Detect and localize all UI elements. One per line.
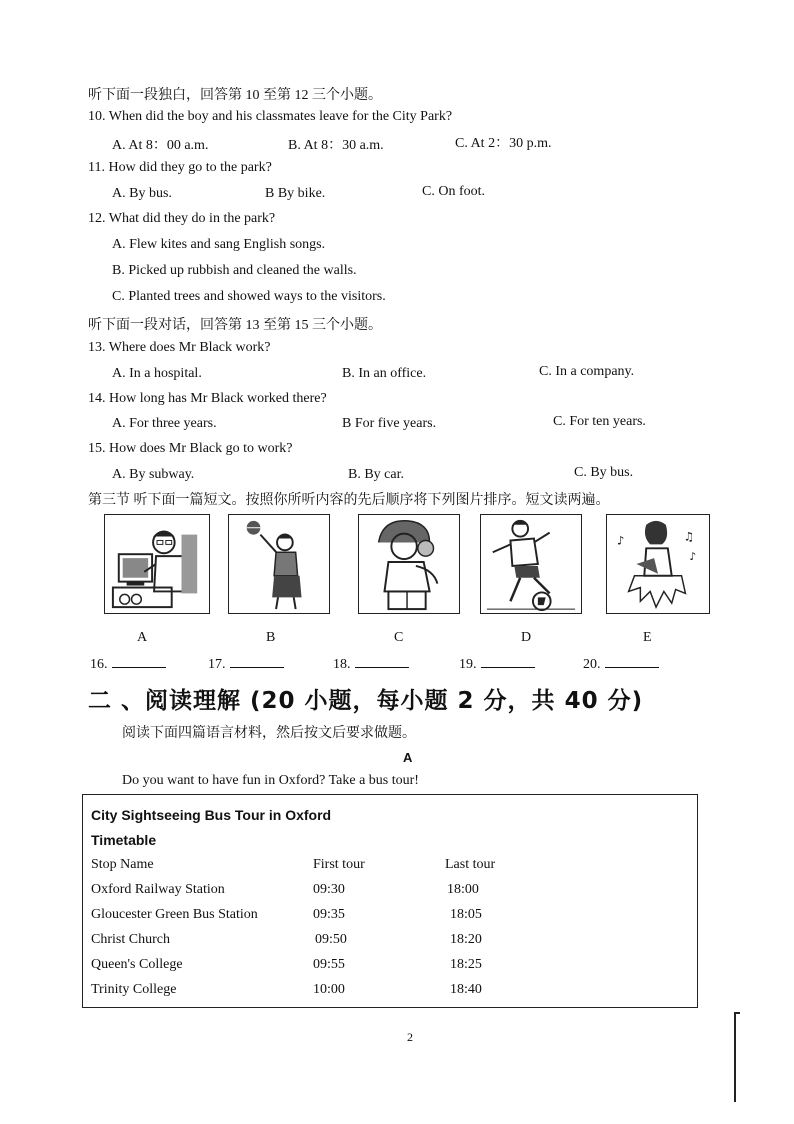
- svg-text:♪: ♪: [616, 533, 625, 548]
- basketball-player-illustration: [229, 515, 329, 613]
- stop-name: Oxford Railway Station: [91, 882, 225, 897]
- q14-option-c: C. For ten years.: [553, 414, 646, 429]
- answer-blank-18: [333, 655, 409, 673]
- blank-number: 20.: [583, 657, 601, 672]
- q12-option-a: A. Flew kites and sang English songs.: [112, 237, 326, 252]
- office-worker-illustration: [105, 515, 209, 613]
- picture-label-d: D: [521, 630, 532, 645]
- q14-option-b: B For five years.: [342, 416, 437, 431]
- first-tour-time: 09:35: [313, 907, 345, 922]
- answer-blank-16: [90, 655, 166, 673]
- question-15: 15. How does Mr Black go to work?: [88, 441, 293, 456]
- last-tour-time: 18:25: [450, 957, 482, 972]
- part-2-instruction: 阅读下面四篇语言材料，然后按文后要求做题。: [122, 726, 416, 741]
- blank-line: [112, 655, 166, 668]
- blank-line: [230, 655, 284, 668]
- listening-intro-10-12: 听下面一段独白，回答第 10 至第 12 三个小题。: [88, 88, 382, 103]
- stop-name: Trinity College: [91, 982, 177, 997]
- blank-number: 16.: [90, 657, 108, 672]
- question-11: 11. How did they go to the park?: [88, 160, 272, 175]
- picture-a-office-worker: [104, 514, 210, 614]
- page-number: 2: [407, 1030, 413, 1044]
- stop-name: Queen's College: [91, 957, 183, 972]
- section-3-instruction: 第三节 听下面一篇短文。按照你所听内容的先后顺序将下列图片排序。短文读两遍。: [88, 493, 610, 508]
- q12-option-c: C. Planted trees and showed ways to the visitors.: [112, 289, 386, 304]
- picture-label-a: A: [137, 630, 148, 645]
- blank-line: [355, 655, 409, 668]
- picture-b-basketball: [228, 514, 330, 614]
- q11-option-a: A. By bus.: [112, 186, 172, 201]
- header-first-tour: First tour: [313, 857, 365, 872]
- q13-option-c: C. In a company.: [539, 364, 635, 379]
- q12-option-b: B. Picked up rubbish and cleaned the walls.: [112, 263, 357, 278]
- answer-blank-20: [583, 655, 659, 673]
- q13-option-a: A. In a hospital.: [112, 366, 202, 381]
- scan-edge-mark: [734, 1012, 736, 1102]
- svg-text:♫: ♫: [683, 529, 695, 544]
- q10-option-b: B. At 8：30 a.m.: [288, 138, 384, 153]
- passage-intro: Do you want to have fun in Oxford? Take a bus tour!: [122, 773, 419, 788]
- passage-letter: A: [403, 750, 413, 765]
- q10-option-a: A. At 8：00 a.m.: [112, 138, 209, 153]
- q11-option-b: B By bike.: [265, 186, 326, 201]
- first-tour-time: 09:55: [313, 957, 345, 972]
- picture-label-c: C: [394, 630, 404, 645]
- listening-intro-13-15: 听下面一段对话，回答第 13 至第 15 三个小题。: [88, 318, 382, 333]
- picture-c-girl-with-dog: [358, 514, 460, 614]
- girl-with-pet-illustration: [359, 515, 459, 613]
- q13-option-b: B. In an office.: [342, 366, 427, 381]
- picture-e-singer: [606, 514, 710, 614]
- question-12: 12. What did they do in the park?: [88, 211, 276, 226]
- singer-illustration: [607, 515, 709, 613]
- first-tour-time: 09:50: [315, 932, 347, 947]
- first-tour-time: 10:00: [313, 982, 345, 997]
- timetable-box: [82, 794, 698, 1008]
- timetable-subtitle: Timetable: [91, 832, 157, 848]
- stop-name: Gloucester Green Bus Station: [91, 907, 258, 922]
- blank-line: [481, 655, 535, 668]
- first-tour-time: 09:30: [313, 882, 345, 897]
- header-stop-name: Stop Name: [91, 857, 154, 872]
- last-tour-time: 18:05: [450, 907, 482, 922]
- q15-option-c: C. By bus.: [574, 465, 634, 480]
- q15-option-a: A. By subway.: [112, 467, 195, 482]
- blank-line: [605, 655, 659, 668]
- question-14: 14. How long has Mr Black worked there?: [88, 391, 327, 406]
- q14-option-a: A. For three years.: [112, 416, 217, 431]
- last-tour-time: 18:20: [450, 932, 482, 947]
- part-2-heading: 二 、阅读理解 (20 小题，每小题 2 分，共 40 分): [88, 688, 644, 714]
- q11-option-c: C. On foot.: [422, 184, 485, 199]
- q10-option-c: C. At 2：30 p.m.: [455, 136, 552, 151]
- picture-label-b: B: [266, 630, 276, 645]
- last-tour-time: 18:00: [447, 882, 479, 897]
- football-player-illustration: [481, 515, 581, 613]
- blank-number: 19.: [459, 657, 477, 672]
- stop-name: Christ Church: [91, 932, 170, 947]
- blank-number: 17.: [208, 657, 226, 672]
- svg-text:♪: ♪: [689, 550, 697, 564]
- answer-blank-17: [208, 655, 284, 673]
- header-last-tour: Last tour: [445, 857, 496, 872]
- q15-option-b: B. By car.: [348, 467, 404, 482]
- blank-number: 18.: [333, 657, 351, 672]
- picture-label-e: E: [643, 630, 652, 645]
- picture-d-football: [480, 514, 582, 614]
- answer-blank-19: [459, 655, 535, 673]
- timetable-title: City Sightseeing Bus Tour in Oxford: [91, 807, 332, 823]
- last-tour-time: 18:40: [450, 982, 482, 997]
- question-10: 10. When did the boy and his classmates leave for the City Park?: [88, 109, 453, 124]
- question-13: 13. Where does Mr Black work?: [88, 340, 271, 355]
- scan-edge-mark-top: [734, 1012, 740, 1014]
